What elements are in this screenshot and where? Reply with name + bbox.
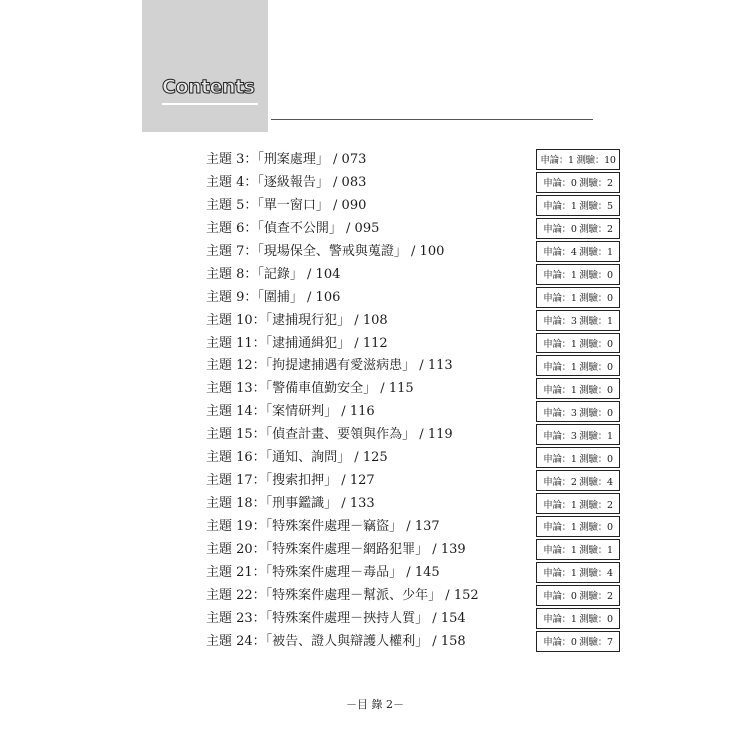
- stats-badge: 申論：1 測驗：4: [536, 562, 620, 583]
- toc-entry: 主題 14：「案情研判」 / 116: [206, 404, 375, 420]
- stats-badge: 申論：3 測驗：1: [536, 310, 620, 331]
- toc-entry: 主題 17：「搜索扣押」 / 127: [206, 473, 375, 489]
- toc-entry: 主題 21：「特殊案件處理－毒品」 / 145: [206, 564, 440, 580]
- toc-entry: 主題 12：「拘提逮捕遇有愛滋病患」 / 113: [206, 358, 453, 374]
- toc-entry: 主題 23：「特殊案件處理－挾持人質」 / 154: [206, 610, 466, 626]
- stats-badge: 申論：1 測驗：0: [536, 516, 620, 537]
- stats-badge: 申論：1 測驗：1: [536, 539, 620, 560]
- stats-badge: 申論：1 測驗：0: [536, 355, 620, 376]
- toc-entry: 主題 5：「單一窗口」 / 090: [206, 197, 367, 213]
- stats-badge: 申論：1 測驗：2: [536, 493, 620, 514]
- stats-badge: 申論：4 測驗：1: [536, 241, 620, 262]
- toc-list: [206, 149, 536, 654]
- toc-entry: 主題 20：「特殊案件處理－網路犯罪」 / 139: [206, 541, 466, 557]
- stats-badge: 申論：1 測驗：0: [536, 447, 620, 468]
- header-block: [142, 0, 268, 132]
- stats-badge: 申論：1 測驗：0: [536, 287, 620, 308]
- stats-badge-list: [536, 149, 620, 654]
- stats-badge: 申論：1 測驗：0: [536, 608, 620, 629]
- toc-entry: 主題 22：「特殊案件處理－幫派、少年」 / 152: [206, 587, 479, 603]
- header-rule: [271, 119, 593, 120]
- stats-badge: 申論：1 測驗：0: [536, 333, 620, 354]
- toc-entry: 主題 16：「通知、詢問」 / 125: [206, 450, 388, 466]
- toc-entry: 主題 19：「特殊案件處理－竊盜」 / 137: [206, 519, 440, 534]
- toc-entry: 主題 4：「逐級報告」 / 083: [206, 174, 367, 190]
- stats-badge: 申論：3 測驗：0: [536, 401, 620, 422]
- toc-entry: 主題 10：「逮捕現行犯」 / 108: [206, 312, 388, 328]
- stats-badge: 申論：2 測驗：4: [536, 470, 620, 491]
- stats-badge: 申論：1 測驗：0: [536, 378, 620, 399]
- stats-badge: 申論：0 測驗：2: [536, 218, 620, 239]
- toc-entry: 主題 7：「現場保全、警戒與蒐證」 / 100: [206, 243, 445, 259]
- stats-badge: 申論：1 測驗：10: [536, 149, 620, 170]
- stats-badge: 申論：0 測驗：2: [536, 172, 620, 193]
- toc-entry: 主題 9：「圍捕」 / 106: [206, 289, 341, 305]
- page-footer: －目 錄 2－: [346, 698, 404, 711]
- stats-badge: 申論：3 測驗：1: [536, 424, 620, 445]
- stats-badge: 申論：0 測驗：7: [536, 631, 620, 652]
- toc-entry: 主題 15：「偵查計畫、要領與作為」 / 119: [206, 427, 453, 443]
- toc-entry: 主題 13：「警備車值勤安全」 / 115: [206, 381, 414, 397]
- toc-entry: 主題 24：「被告、證人與辯護人權利」 / 158: [206, 633, 466, 649]
- toc-entry: 主題 8：「記錄」 / 104: [206, 266, 341, 282]
- toc-entry: 主題 6：「偵查不公開」 / 095: [206, 220, 380, 236]
- toc-entry: 主題 11：「逮捕通緝犯」 / 112: [206, 335, 388, 351]
- toc-entry: 主題 3：「刑案處理」 / 073: [206, 152, 367, 167]
- toc-entry: 主題 18：「刑事鑑識」 / 133: [206, 496, 375, 512]
- stats-badge: 申論：1 測驗：0: [536, 264, 620, 285]
- stats-badge: 申論：0 測驗：2: [536, 585, 620, 606]
- title-underline: [162, 103, 258, 105]
- page-title: Contents: [162, 76, 255, 98]
- stats-badge: 申論：1 測驗：5: [536, 195, 620, 216]
